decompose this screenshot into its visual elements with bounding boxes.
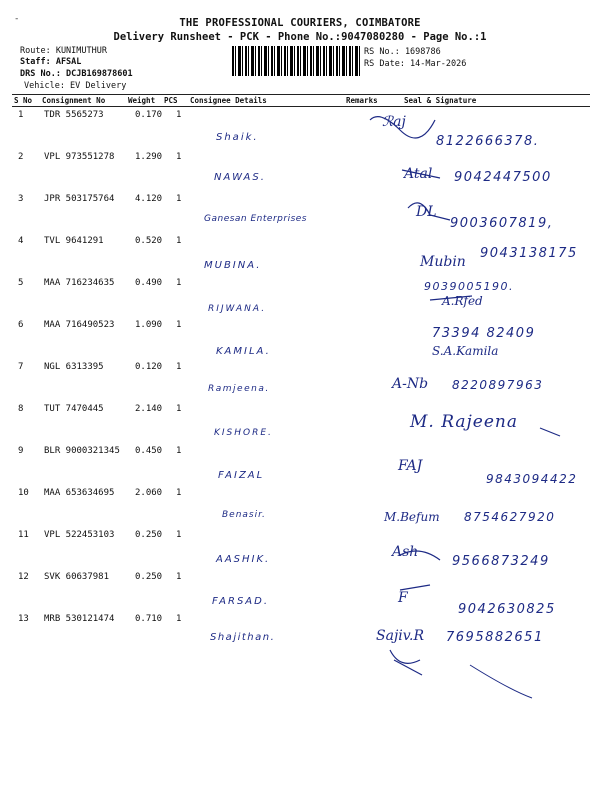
consignee-phone: 9039005190.: [424, 280, 514, 293]
row-pcs: 1: [176, 530, 182, 540]
stroke-8: [390, 650, 422, 675]
consignee-name: KISHORE.: [214, 428, 273, 438]
row-weight: 2.140: [135, 404, 163, 414]
row-weight: 0.710: [135, 614, 163, 624]
tick-mark: -: [14, 14, 20, 24]
consignee-name: NAWAS.: [214, 172, 266, 183]
consignee-phone: 9043138175: [480, 246, 578, 261]
row-weight: 1.090: [135, 320, 163, 330]
row-pcs: 1: [176, 614, 182, 624]
row-consignment: VPL 522453103: [44, 530, 115, 540]
stroke-1: [370, 117, 435, 138]
consignee-name: Shaik.: [216, 132, 259, 143]
stroke-5: [540, 428, 560, 436]
consignee-phone: 9042447500: [454, 170, 552, 185]
row-consignment: TDR 5565273: [44, 110, 104, 120]
drs-number: DRS No.: DCJB169878601: [20, 69, 133, 79]
row-consignment: MAA 653634695: [44, 488, 115, 498]
row-pcs: 1: [176, 362, 182, 372]
col-consignee: Consignee Details: [190, 96, 267, 105]
pen-strokes: [360, 100, 590, 700]
consignee-name: Ganesan Enterprises: [204, 214, 307, 224]
signature: F: [398, 590, 408, 606]
barcode-image: [232, 46, 360, 76]
col-pcs: PCS: [164, 96, 178, 105]
consignee-name: Ramjeena.: [208, 384, 270, 394]
row-pcs: 1: [176, 194, 182, 204]
row-weight: 0.450: [135, 446, 163, 456]
row-sno: 6: [18, 320, 24, 330]
row-sno: 12: [18, 572, 29, 582]
row-consignment: MAA 716490523: [44, 320, 115, 330]
company-name: THE PROFESSIONAL COURIERS, COIMBATORE: [179, 17, 421, 29]
signature: Sajiv.R: [376, 628, 424, 644]
signature: M.Befum: [384, 510, 440, 524]
signature: DL: [416, 204, 437, 220]
consignee-phone: 9042630825: [458, 602, 556, 617]
row-sno: 1: [18, 110, 24, 120]
consignee-phone: 9843094422: [486, 472, 578, 486]
row-weight: 0.250: [135, 572, 163, 582]
signature: Atal: [404, 166, 433, 182]
row-sno: 9: [18, 446, 24, 456]
signature: FAJ: [398, 458, 423, 474]
row-consignment: MAA 716234635: [44, 278, 115, 288]
row-sno: 13: [18, 614, 29, 624]
consignee-name: FAIZAL: [218, 470, 265, 481]
route-label: Route: KUNIMUTHUR: [20, 46, 107, 56]
rs-date: RS Date: 14-Mar-2026: [364, 59, 467, 69]
signature: Ash: [392, 544, 419, 560]
row-pcs: 1: [176, 572, 182, 582]
row-consignment: NGL 6313395: [44, 362, 104, 372]
signature: ℛaj: [382, 114, 406, 130]
consignee-phone: 7695882651: [446, 630, 544, 645]
row-weight: 4.120: [135, 194, 163, 204]
col-sno: S No: [14, 96, 33, 105]
rs-number: RS No.: 1698786: [364, 47, 441, 57]
row-pcs: 1: [176, 446, 182, 456]
consignee-name: KAMILA.: [216, 346, 271, 357]
row-sno: 5: [18, 278, 24, 288]
row-sno: 2: [18, 152, 24, 162]
consignee-phone: 8754627920: [464, 510, 556, 524]
staff-label: Staff: AFSAL: [20, 57, 82, 67]
row-weight: 2.060: [135, 488, 163, 498]
stroke-9: [470, 665, 532, 698]
consignee-name: MUBINA.: [204, 260, 262, 271]
row-consignment: TUT 7470445: [44, 404, 104, 414]
row-sno: 10: [18, 488, 29, 498]
stroke-4: [430, 296, 472, 300]
row-sno: 7: [18, 362, 24, 372]
consignee-phone: 8122666378.: [436, 134, 540, 149]
signature: Mubin: [420, 254, 466, 270]
consignee-name: Benasir.: [222, 510, 266, 520]
signature: M. Rajeena: [410, 412, 519, 432]
row-consignment: VPL 973551278: [44, 152, 115, 162]
consignee-phone: 73394 82409: [432, 326, 536, 341]
row-pcs: 1: [176, 320, 182, 330]
row-weight: 0.490: [135, 278, 163, 288]
signature: S.A.Kamila: [432, 344, 499, 358]
consignee-phone: 8220897963: [452, 378, 544, 392]
row-consignment: TVL 9641291: [44, 236, 104, 246]
consignee-name: RIJWANA.: [208, 304, 267, 314]
row-sno: 8: [18, 404, 24, 414]
row-consignment: BLR 9000321345: [44, 446, 120, 456]
row-weight: 0.520: [135, 236, 163, 246]
consignee-name: Shajithan.: [210, 632, 276, 643]
row-weight: 0.120: [135, 362, 163, 372]
stroke-3: [408, 203, 450, 220]
row-weight: 0.170: [135, 110, 163, 120]
row-consignment: MRB 530121474: [44, 614, 115, 624]
row-weight: 0.250: [135, 530, 163, 540]
signature: A.Rfed: [442, 294, 483, 308]
row-pcs: 1: [176, 488, 182, 498]
row-consignment: SVK 60637981: [44, 572, 110, 582]
col-weight: Weight: [128, 96, 156, 105]
stroke-7: [400, 585, 430, 590]
row-pcs: 1: [176, 236, 182, 246]
col-remarks: Remarks: [346, 96, 378, 105]
col-consignment: Consignment No: [42, 96, 106, 105]
row-pcs: 1: [176, 110, 182, 120]
row-pcs: 1: [176, 404, 182, 414]
header-top-rule: [12, 94, 590, 95]
consignee-name: AASHIK.: [216, 554, 271, 565]
stroke-6: [400, 551, 440, 560]
row-sno: 3: [18, 194, 24, 204]
consignee-phone: 9003607819,: [450, 216, 554, 231]
vehicle-label: Vehicle: EV Delivery: [24, 81, 127, 91]
row-sno: 11: [18, 530, 29, 540]
runsheet-title: Delivery Runsheet - PCK - Phone No.:9047080280 - Page No.:1: [113, 31, 487, 43]
row-pcs: 1: [176, 278, 182, 288]
consignee-phone: 9566873249: [452, 554, 550, 569]
row-consignment: JPR 503175764: [44, 194, 115, 204]
row-pcs: 1: [176, 152, 182, 162]
row-weight: 1.290: [135, 152, 163, 162]
stroke-2: [402, 170, 440, 178]
signature: A-Nb: [392, 376, 429, 392]
consignee-name: FARSAD.: [212, 596, 270, 607]
col-seal: Seal & Signature: [404, 96, 477, 105]
row-sno: 4: [18, 236, 24, 246]
